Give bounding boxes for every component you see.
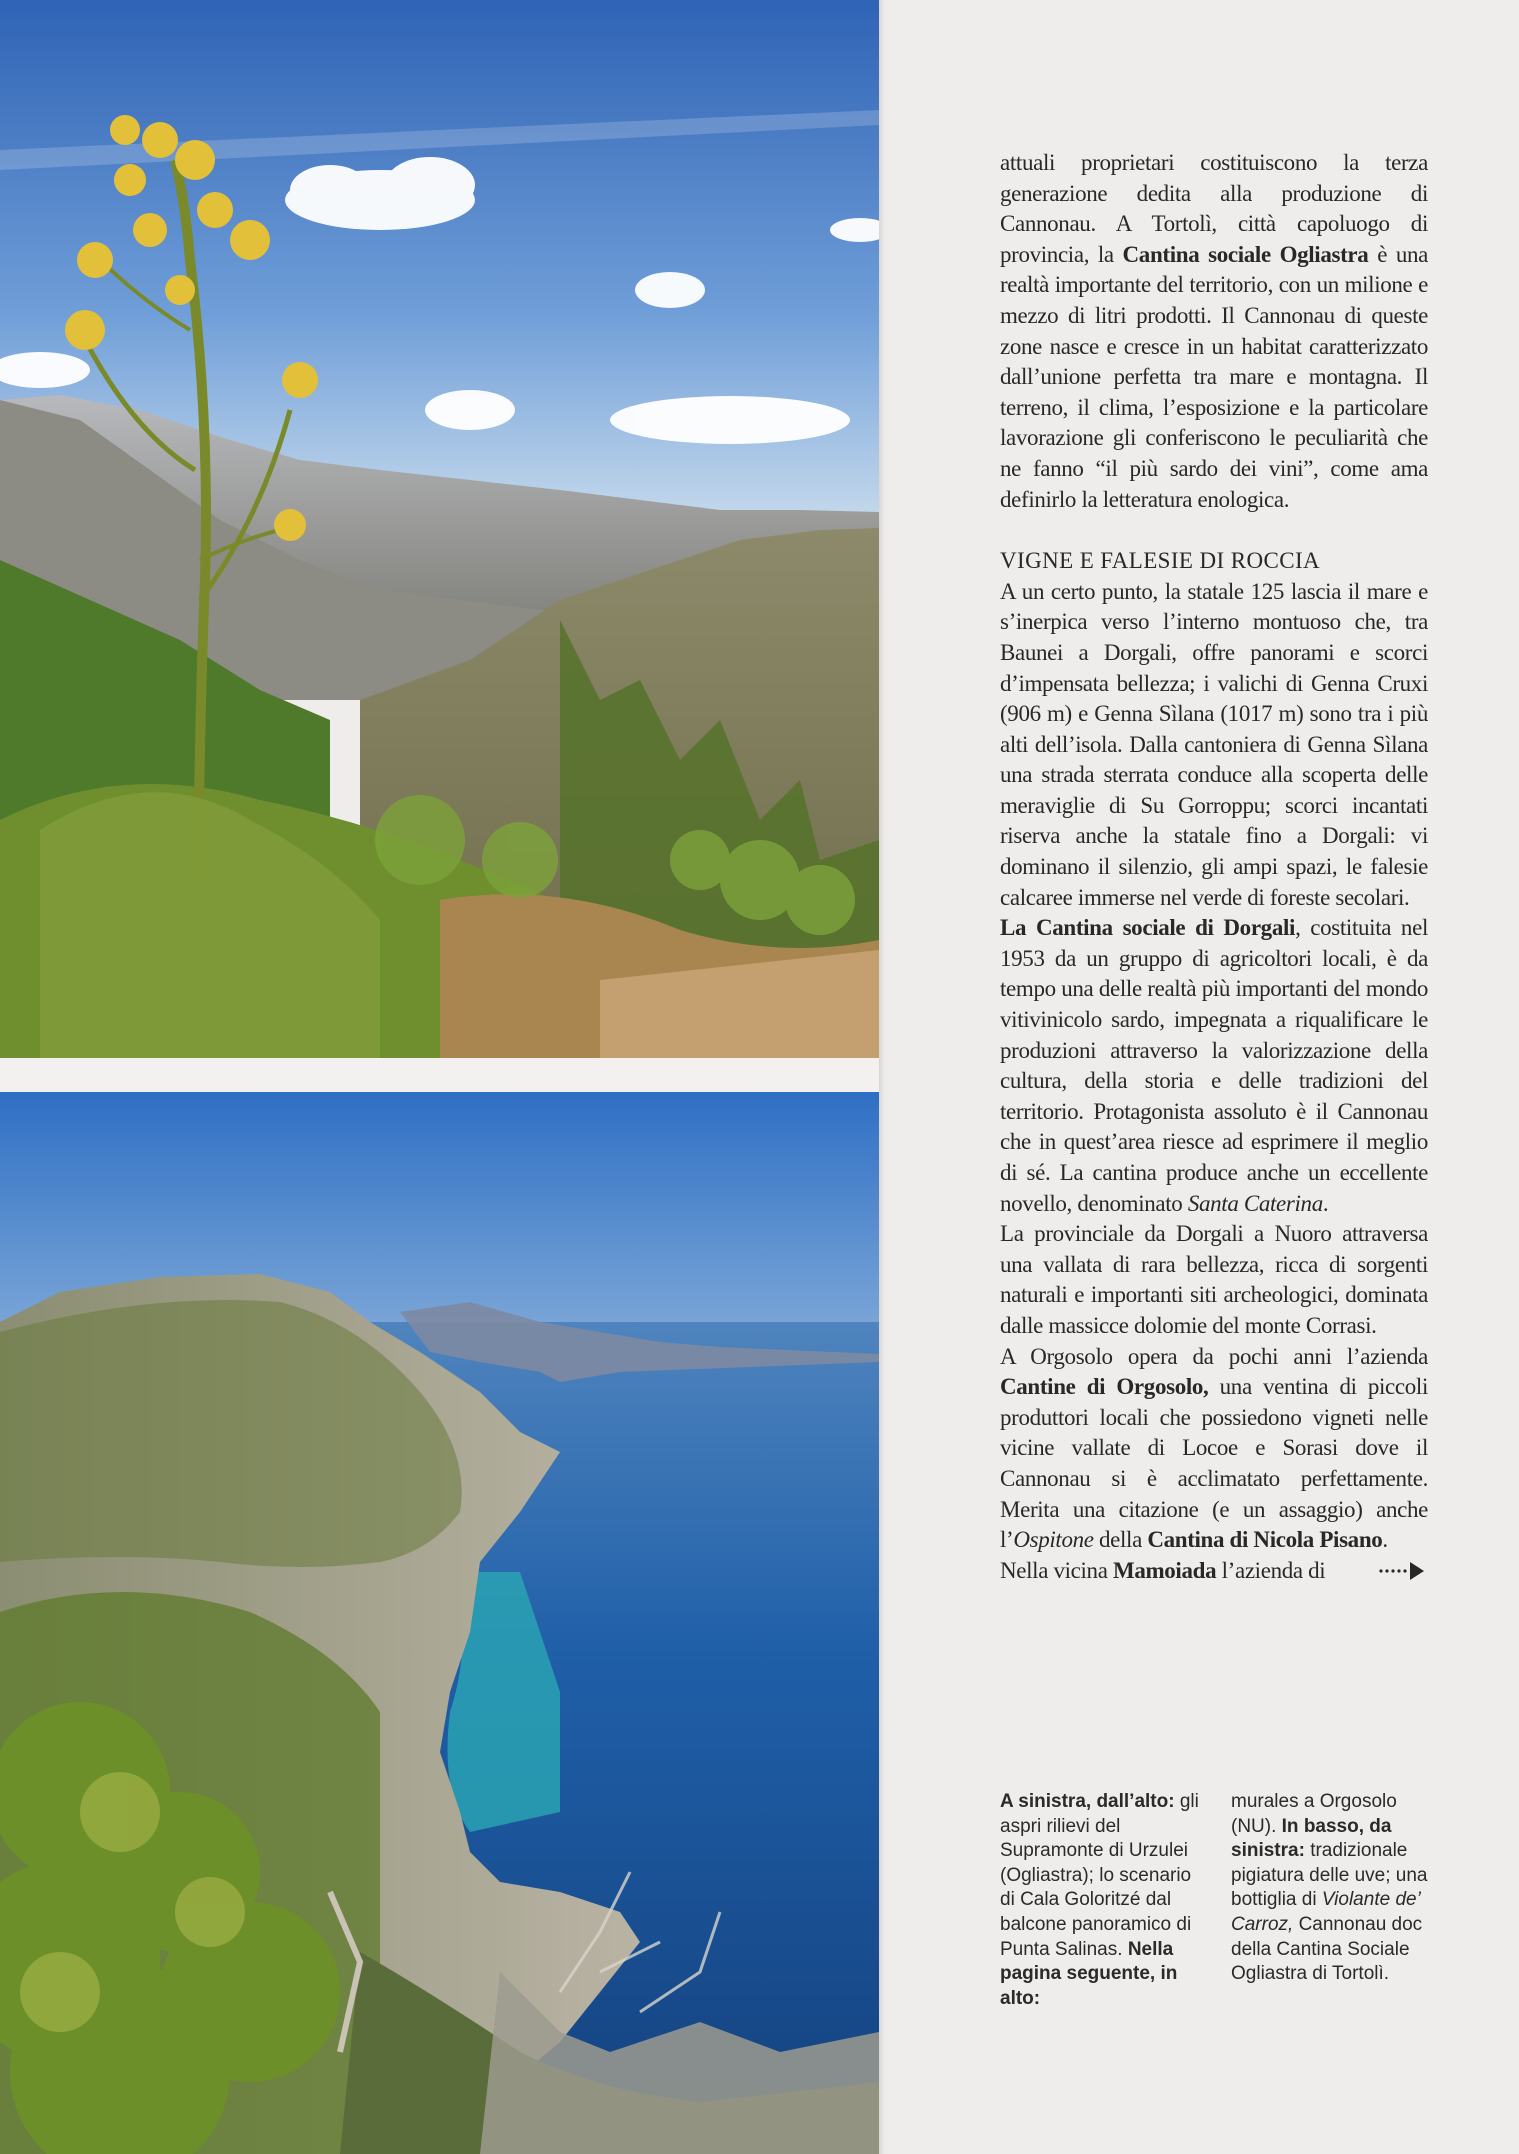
article-paragraph: A Orgosolo opera da pochi anni l’azienda Cantine di Orgosolo, una ventina di piccoli produttori locali che possiedono vigneti nelle vicine vallate di Locoe e Sorasi dove il Cannonau si è acclimatato perfettamente. Merita una citazione (e un assaggio) anche l’Ospitone della Cantina di Nicola Pisano.: [1000, 1343, 1428, 1553]
place-name: Mamoiada: [1112, 1557, 1217, 1583]
article-paragraph: Nella vicina Mamoiada l’azienda di: [1000, 1556, 1428, 1587]
article-paragraph: attuali proprietari costituiscono la terza generazione dedita alla produzione di Cannonau. A Tortolì, città capoluogo di provincia, la Cantina sociale Ogliastra è una realtà importante del territorio, con un milione e mezzo di litri prodotti. Il Cannonau di queste zone nasce e cresce in un habitat caratterizzato dall’unione perfetta tra mare e montagna. Il terreno, il clima, l’esposizione e la particolare lavorazione gli conferiscono le peculiarità che ne fanno “il più sardo dei vini”, come ama definirlo la letteratura enologica.: [1000, 150, 1428, 512]
photo-cala-goloritze-image: [0, 1092, 879, 2154]
photo-supramonte-image: [0, 0, 879, 1058]
photo-caption: [1000, 1790, 1430, 2011]
caption-column-left: A sinistra, dall’alto: gli aspri rilievi del Supramonte di Urzulei (Ogliastra); lo scenario di Cala Goloritzé dal balcone panoramico di Punta Salinas. Nella pagina seguente, in alto:: [1000, 1791, 1199, 2009]
winery-name: Cantina sociale Ogliastra: [1122, 241, 1369, 267]
photo-cala-goloritze: [0, 1092, 879, 2154]
wine-name: Ospitone: [1013, 1527, 1094, 1553]
continue-arrow-icon: [1378, 1560, 1428, 1582]
winery-name: Cantine di Orgosolo,: [1000, 1374, 1209, 1400]
photo-supramonte-urzulei: [0, 0, 879, 1058]
section-heading: VIGNE E FALESIE DI ROCCIA: [1000, 548, 1321, 574]
wine-name: Santa Caterina: [1187, 1190, 1323, 1216]
photo-gutter: [0, 1058, 879, 1092]
article-paragraph: La provinciale da Dorgali a Nuoro attraversa una vallata di rara bellezza, ricca di sorgenti naturali e importanti siti archeologici, dominata dalle massicce dolomie del monte Corrasi.: [1000, 1221, 1428, 1338]
winery-name: Cantina di Nicola Pisano: [1147, 1527, 1383, 1553]
article-body: [1000, 148, 1428, 1586]
page-fold-shadow: [879, 0, 885, 2154]
caption-column-right: murales a Orgosolo (NU). In basso, da sinistra: tradizionale pigiatura delle uve; una bottiglia di Violante de’ Carroz, Cannonau doc della Cantina Sociale Ogliastra di Tortolì.: [1231, 1791, 1428, 1985]
article-paragraph: La Cantina sociale di Dorgali, costituita nel 1953 da un gruppo di agricoltori locali, è da tempo una delle realtà più importanti del mondo vitivinicolo sardo, impegnata a riqualificare le produzioni attraverso la valorizzazione della cultura, della storia e delle tradizioni del territorio. Protagonista assoluto è il Cannonau che in quest’area riesce ad esprimere il meglio di sé. La cantina produce anche un eccellente novello, denominato Santa Caterina.: [1000, 915, 1428, 1216]
winery-name: La Cantina sociale di Dorgali: [1000, 915, 1296, 941]
article-paragraph: A un certo punto, la statale 125 lascia il mare e s’inerpica verso l’interno montuoso che, tra Baunei a Dorgali, offre panorami e scorci d’impensata bellezza; i valichi di Genna Cruxi (906 m) e Genna Sìlana (1017 m) sono tra i più alti dell’isola. Dalla cantoniera di Genna Sìlana una strada sterrata conduce alla scoperta delle meraviglie di Su Gorroppu; scorci incantati riserva anche la statale fino a Dorgali: vi dominano il silenzio, gli ampi spazi, le falesie calcaree immerse nel verde di foreste secolari.: [1000, 578, 1428, 910]
